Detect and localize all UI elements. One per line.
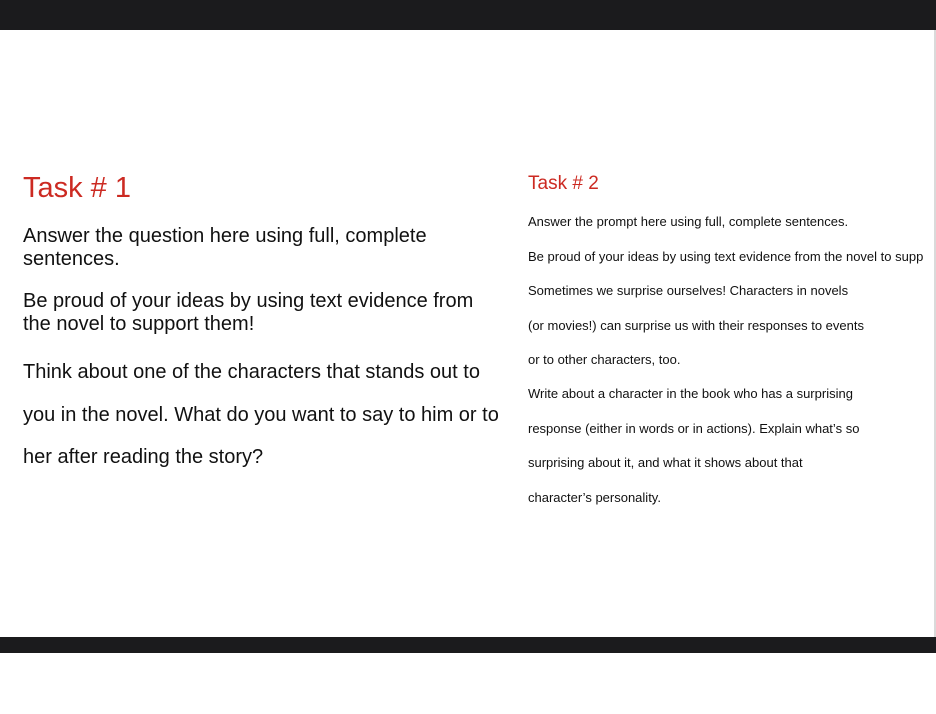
task2-line: Answer the prompt here using full, complete sentences.	[528, 214, 849, 229]
task1-question: Think about one of the characters that stands out to you in the novel. What do you want to say to him or to her after reading the story?	[23, 361, 499, 468]
task1-title: Task # 1	[23, 172, 131, 204]
task2-title: Task # 2	[528, 173, 599, 194]
task2-line: Sometimes we surprise ourselves! Characters in novels	[528, 283, 849, 298]
task1-answer-instruction: Answer the question here using full, complete sentences.	[23, 225, 427, 270]
task2-line: or to other characters, too.	[528, 352, 681, 367]
task1-evidence-instruction: Be proud of your ideas by using text evidence from the novel to support them!	[23, 290, 474, 335]
task2-line: Be proud of your ideas by using text evidence from the novel to supp	[528, 249, 924, 264]
task2-line: surprising about it, and what it shows about that	[528, 455, 803, 470]
bottom-letterbox-bar	[0, 637, 936, 653]
task2-line: (or movies!) can surprise us with their responses to events	[528, 318, 864, 333]
task2-line: character’s personality.	[528, 490, 661, 505]
top-letterbox-bar	[0, 0, 936, 30]
below-slide-area	[0, 653, 936, 714]
task2-line: Write about a character in the book who has a surprising	[528, 386, 853, 401]
task2-line: response (either in words or in actions). Explain what’s so	[528, 421, 860, 436]
